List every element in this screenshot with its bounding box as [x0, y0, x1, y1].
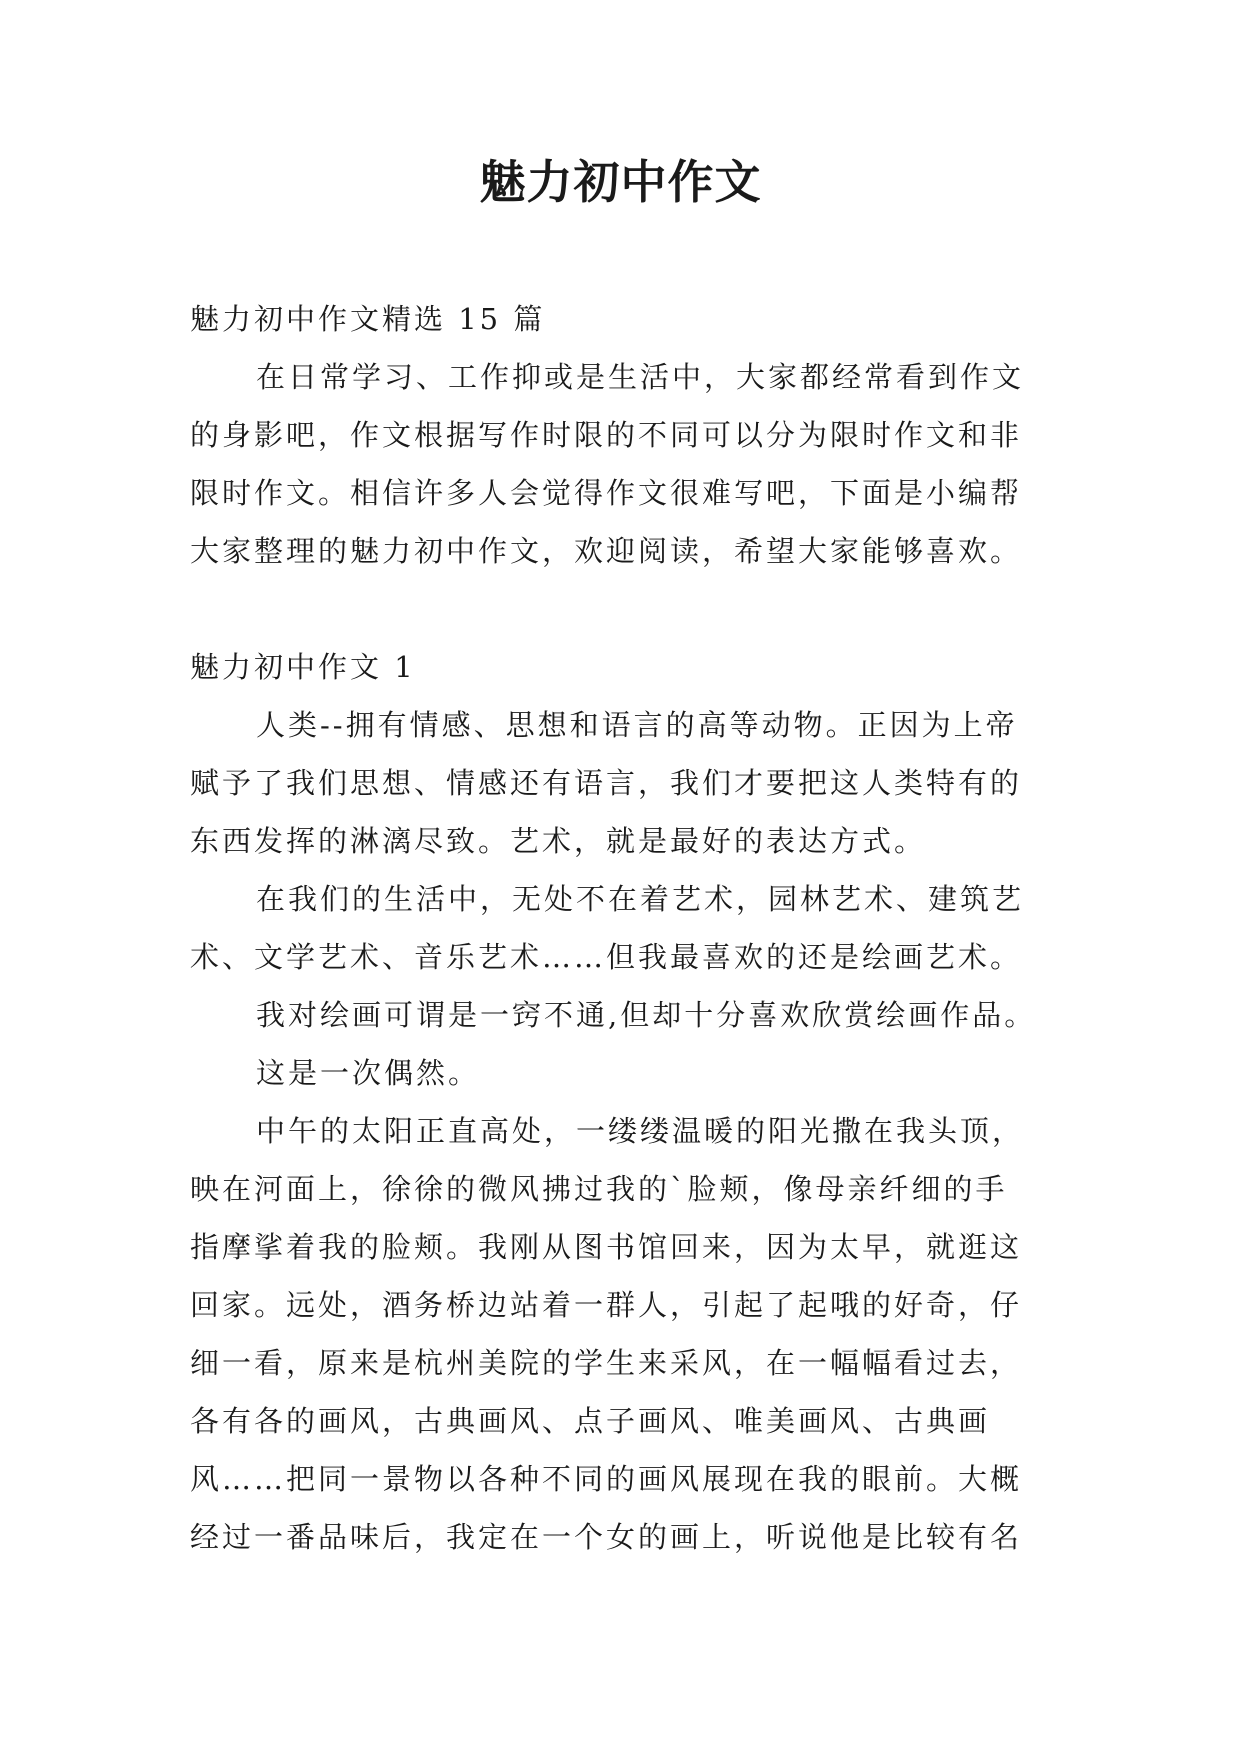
document-title: 魅力初中作文 — [479, 155, 762, 209]
document-body — [190, 290, 1070, 1566]
text-line: 映在河面上，徐徐的微风拂过我的`脸颊，像母亲纤细的手 — [190, 1172, 1008, 1206]
text-line: 人类--拥有情感、思想和语言的高等动物。正因为上帝 — [256, 708, 1018, 742]
collection-heading: 魅力初中作文精选 15 篇 — [190, 302, 546, 336]
text-line: 赋予了我们思想、情感还有语言，我们才要把这人类特有的 — [190, 766, 1023, 800]
text-line: 大家整理的魅力初中作文，欢迎阅读，希望大家能够喜欢。 — [190, 534, 1023, 568]
text-line: 的身影吧，作文根据写作时限的不同可以分为限时作文和非 — [190, 418, 1023, 452]
text-line: 经过一番品味后，我定在一个女的画上，听说他是比较有名 — [190, 1520, 1023, 1554]
text-line: 中午的太阳正直高处，一缕缕温暖的阳光撒在我头顶， — [256, 1114, 1025, 1148]
text-line: 回家。远处，酒务桥边站着一群人，引起了起哦的好奇，仔 — [190, 1288, 1023, 1322]
paragraph — [190, 870, 1070, 986]
text-line: 在我们的生活中，无处不在着艺术，园林艺术、建筑艺 — [256, 882, 1025, 916]
intro-paragraph — [190, 348, 1070, 580]
text-line: 我对绘画可谓是一窍不通,但却十分喜欢欣赏绘画作品。 — [256, 998, 1037, 1032]
text-line: 这是一次偶然。 — [256, 1056, 481, 1090]
text-line: 限时作文。相信许多人会觉得作文很难写吧，下面是小编帮 — [190, 476, 1023, 510]
text-line: 在日常学习、工作抑或是生活中，大家都经常看到作文 — [256, 360, 1025, 394]
text-line: 细一看，原来是杭州美院的学生来采风，在一幅幅看过去， — [190, 1346, 1023, 1380]
text-line: 术、文学艺术、音乐艺术……但我最喜欢的还是绘画艺术。 — [190, 940, 1023, 974]
paragraph — [190, 1102, 1070, 1566]
paragraph — [190, 986, 1070, 1044]
blank-line — [190, 580, 1070, 638]
section-heading: 魅力初中作文 1 — [190, 650, 416, 684]
text-line: 东西发挥的淋漓尽致。艺术，就是最好的表达方式。 — [190, 824, 927, 858]
paragraph — [190, 696, 1070, 870]
text-line: 指摩挲着我的脸颊。我刚从图书馆回来，因为太早，就逛这 — [190, 1230, 1023, 1264]
paragraph — [190, 1044, 1070, 1102]
text-line: 风……把同一景物以各种不同的画风展现在我的眼前。大概 — [190, 1462, 1023, 1496]
text-line: 各有各的画风，古典画风、点子画风、唯美画风、古典画 — [190, 1404, 991, 1438]
